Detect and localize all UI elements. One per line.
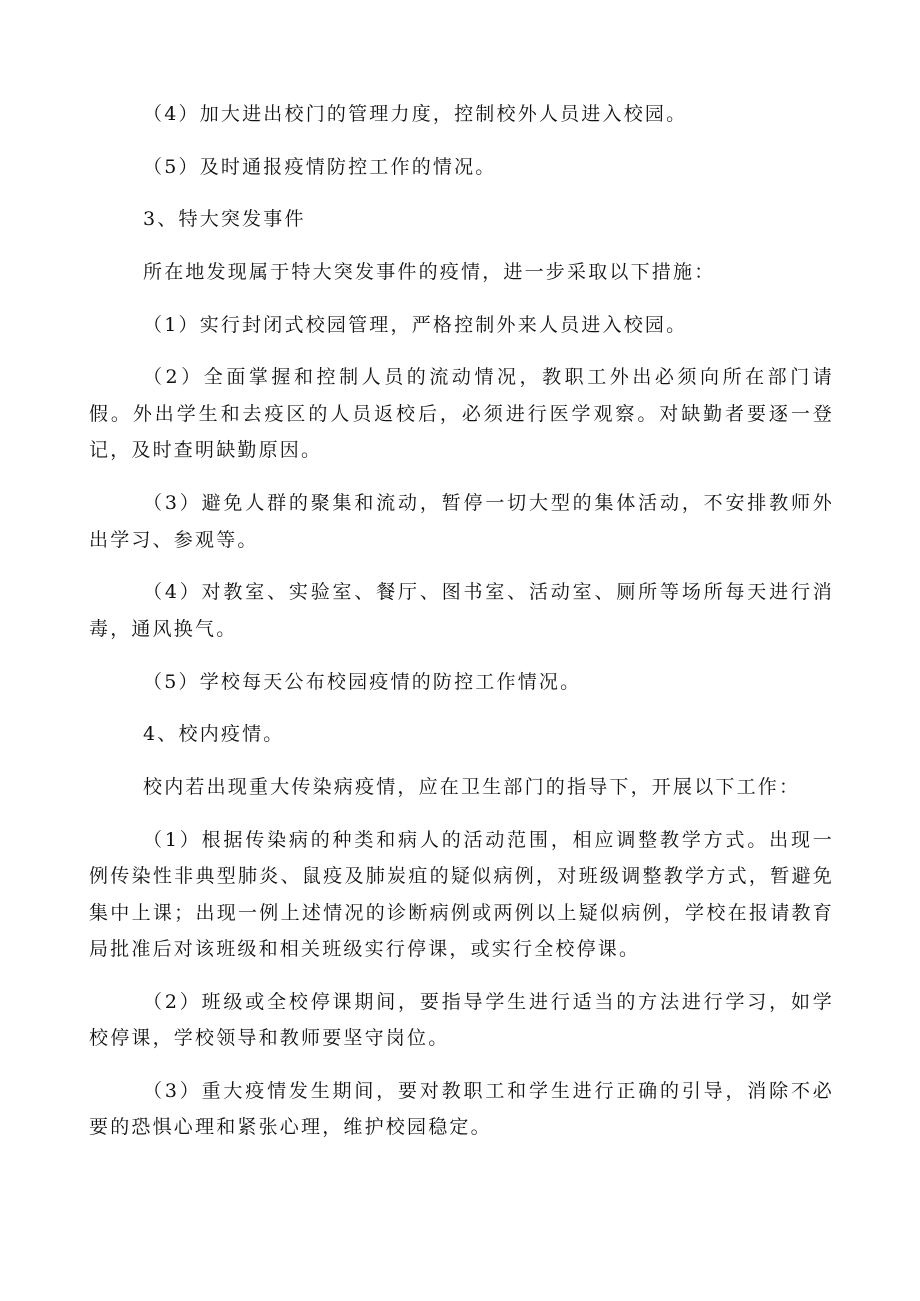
paragraph-major-emergency-intro: 所在地发现属于特大突发事件的疫情，进一步采取以下措施：: [143, 261, 716, 284]
section-heading-major-emergency: 3、特大突发事件: [143, 208, 306, 231]
section-heading-campus-epidemic: 4、校内疫情。: [143, 723, 285, 746]
paragraph-adjust-teaching: （1）根据传染病的种类和病人的活动范围，相应调整教学方式。出现一例传染性非典型肺炎、鼠疫及肺炭疽的疑似病例，对班级调整教学方式，暂避免集中上课；出现一例上述情况的诊断病例或两例以上疑似病例，学校在报请教育局批准后对该班级和相关班级实行停课，或实行全校停课。: [89, 828, 834, 961]
paragraph-guidance: （3）重大疫情发生期间，要对教职工和学生进行正确的引导，消除不必要的恐惧心理和紧张心理，维护校园稳定。: [89, 1079, 834, 1139]
paragraph-entry-control: （4）加大进出校门的管理力度，控制校外人员进入校园。: [143, 103, 688, 125]
paragraph-daily-report: （5）学校每天公布校园疫情的防控工作情况。: [143, 670, 582, 693]
document-body: [89, 96, 834, 1162]
paragraph-closed-management: （1）实行封闭式校园管理，严格控制外来人员进入校园。: [143, 313, 688, 336]
paragraph-campus-epidemic-intro: 校内若出现重大传染病疫情，应在卫生部门的指导下，开展以下工作：: [143, 775, 801, 798]
paragraph-disinfection: （4）对教室、实验室、餐厅、图书室、活动室、厕所等场所每天进行消毒，通风换气。: [89, 581, 834, 640]
paragraph-report-status: （5）及时通报疫情防控工作的情况。: [143, 155, 497, 178]
paragraph-personnel-flow: （2）全面掌握和控制人员的流动情况，教职工外出必须向所在部门请假。外出学生和去疫区的人员返校后，必须进行医学观察。对缺勤者要逐一登记，及时查明缺勤原因。: [89, 366, 834, 462]
paragraph-suspension-period: （2）班级或全校停课期间，要指导学生进行适当的方法进行学习，如学校停课，学校领导和教师要坚守岗位。: [89, 990, 834, 1050]
paragraph-avoid-gathering: （3）避免人群的聚集和流动，暂停一切大型的集体活动，不安排教师外出学习、参观等。: [89, 492, 834, 551]
